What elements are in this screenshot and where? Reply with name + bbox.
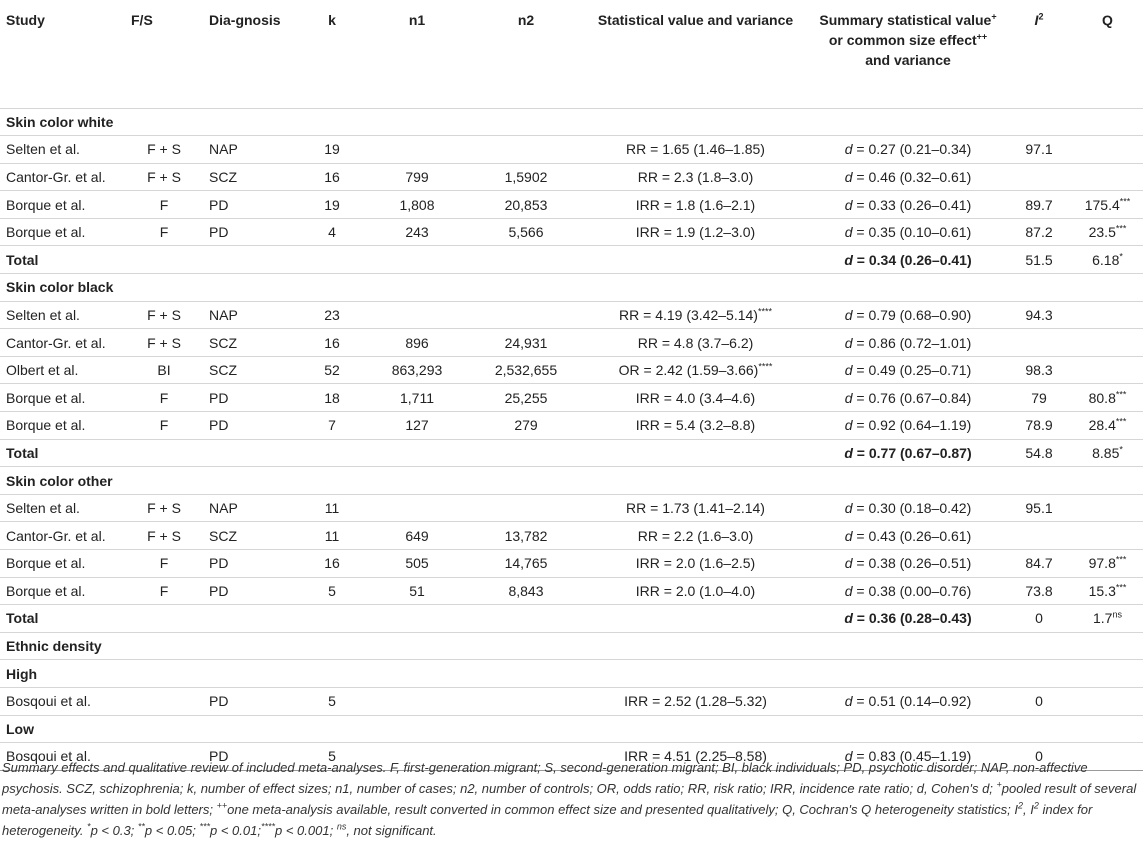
cell-stat bbox=[581, 577, 810, 605]
stat-value: RR = 4.19 (3.42–5.14) bbox=[619, 306, 758, 323]
cell-i2: 51.5 bbox=[1006, 246, 1072, 274]
cell-k: 23 bbox=[301, 301, 363, 329]
significance-mark: * bbox=[1119, 444, 1123, 455]
cell-i2: 87.2 bbox=[1006, 218, 1072, 246]
cell-study: Borque et al. bbox=[0, 384, 125, 412]
cell-stat bbox=[581, 329, 810, 357]
summary-value: = 0.92 (0.64–1.19) bbox=[852, 417, 972, 434]
cohens-d-symbol: d bbox=[844, 389, 853, 406]
total-row bbox=[0, 439, 1143, 467]
cell-i2: 54.8 bbox=[1006, 439, 1072, 467]
cell-n2 bbox=[471, 136, 581, 164]
stat-value: IRR = 4.0 (3.4–4.6) bbox=[635, 389, 756, 406]
table-footnote: Summary effects and qualitative review of included meta-analyses. F, first-generation migrant; S, second-generation migrant; BI, black individuals; PD, psychotic disorder; NAP, non-affective psychosis. SCZ, schizophrenia; k, number of effect sizes; n1, number of cases; n2, number of controls; OR, odds ratio; RR, risk ratio; IRR, incidence rate ratio; d, Cohen's d; +pooled result of several meta-analyses written in bold letters; ++one meta-analysis available, result converted in common effect size and presented qualitatively; Q, Cochran's Q heterogeneity statistics; $I^2$, $I^2$ index for heterogeneity. *p < 0.3; **p < 0.05; ***p < 0.01;****p < 0.001; $^{ns}$, not significant. bbox=[2, 760, 1137, 838]
cell-q bbox=[1072, 384, 1143, 412]
section-title: Skin color black bbox=[0, 274, 1143, 302]
cell-empty bbox=[471, 605, 581, 633]
cell-stat bbox=[581, 191, 810, 219]
cell-study: Borque et al. bbox=[0, 577, 125, 605]
cell-n2: 20,853 bbox=[471, 191, 581, 219]
cell-empty bbox=[363, 605, 471, 633]
cell-stat bbox=[581, 301, 810, 329]
stat-value: OR = 2.42 (1.59–3.66) bbox=[618, 362, 759, 379]
table-row bbox=[0, 412, 1143, 440]
cell-n1 bbox=[363, 687, 471, 715]
header-n1: n1 bbox=[363, 2, 471, 108]
stat-value: RR = 1.65 (1.46–1.85) bbox=[626, 141, 765, 158]
cell-summary bbox=[810, 191, 1006, 219]
cell-diagnosis: NAP bbox=[203, 494, 301, 522]
cell-q bbox=[1072, 412, 1143, 440]
significance-mark: * bbox=[1119, 251, 1123, 262]
table-row bbox=[0, 577, 1143, 605]
cell-q bbox=[1072, 356, 1143, 384]
cell-i2: 84.7 bbox=[1006, 550, 1072, 578]
header-summary: Summary statistical value+ or common size effect++ and variance bbox=[810, 2, 1006, 108]
table-row bbox=[0, 494, 1143, 522]
cell-study: Bosqoui et al. bbox=[0, 743, 125, 771]
summary-value: = 0.86 (0.72–1.01) bbox=[852, 334, 972, 351]
cell-empty bbox=[363, 439, 471, 467]
stat-value: IRR = 2.0 (1.6–2.5) bbox=[635, 555, 756, 572]
significance-mark: ns bbox=[1112, 609, 1122, 620]
cell-n1 bbox=[363, 494, 471, 522]
stat-value: RR = 2.3 (1.8–3.0) bbox=[637, 168, 754, 185]
summary-value: = 0.79 (0.68–0.90) bbox=[852, 306, 972, 323]
cell-k: 19 bbox=[301, 136, 363, 164]
summary-value: = 0.35 (0.10–0.61) bbox=[852, 224, 972, 241]
section-title: Low bbox=[0, 715, 1143, 743]
cell-empty bbox=[203, 246, 301, 274]
cell-k: 11 bbox=[301, 494, 363, 522]
cell-i2: 73.8 bbox=[1006, 577, 1072, 605]
cell-q bbox=[1072, 605, 1143, 633]
cell-empty bbox=[203, 439, 301, 467]
cell-q bbox=[1072, 522, 1143, 550]
cell-study: Cantor-Gr. et al. bbox=[0, 522, 125, 550]
cell-n2 bbox=[471, 494, 581, 522]
cell-diagnosis: PD bbox=[203, 191, 301, 219]
cell-i2 bbox=[1006, 163, 1072, 191]
cell-n1: 896 bbox=[363, 329, 471, 357]
cell-q bbox=[1072, 191, 1143, 219]
stat-value: IRR = 2.0 (1.0–4.0) bbox=[635, 582, 756, 599]
cell-n2: 8,843 bbox=[471, 577, 581, 605]
cell-summary bbox=[810, 301, 1006, 329]
cell-diagnosis: NAP bbox=[203, 301, 301, 329]
cell-empty bbox=[203, 605, 301, 633]
table-row bbox=[0, 384, 1143, 412]
cell-n2: 24,931 bbox=[471, 329, 581, 357]
table-row bbox=[0, 301, 1143, 329]
cell-diagnosis: PD bbox=[203, 687, 301, 715]
cell-diagnosis: PD bbox=[203, 384, 301, 412]
significance-mark: *** bbox=[1115, 223, 1127, 234]
cell-i2: 78.9 bbox=[1006, 412, 1072, 440]
cell-n2: 279 bbox=[471, 412, 581, 440]
cell-stat bbox=[581, 218, 810, 246]
cell-n1: 1,808 bbox=[363, 191, 471, 219]
cell-fs bbox=[125, 687, 203, 715]
cell-fs: F bbox=[125, 577, 203, 605]
cell-summary bbox=[810, 356, 1006, 384]
cell-empty bbox=[581, 605, 810, 633]
cell-n1: 1,711 bbox=[363, 384, 471, 412]
cell-empty bbox=[125, 605, 203, 633]
pooled-summary-value: = 0.77 (0.67–0.87) bbox=[852, 444, 972, 461]
cell-fs: F bbox=[125, 218, 203, 246]
header-n2: n2 bbox=[471, 2, 581, 108]
cohens-d-symbol: d bbox=[844, 500, 853, 517]
q-value: 175.4 bbox=[1084, 196, 1120, 213]
stat-value: IRR = 5.4 (3.2–8.8) bbox=[635, 417, 756, 434]
cell-summary bbox=[810, 687, 1006, 715]
cell-diagnosis: SCZ bbox=[203, 522, 301, 550]
cell-i2: 95.1 bbox=[1006, 494, 1072, 522]
cell-q bbox=[1072, 577, 1143, 605]
cell-fs: F + S bbox=[125, 136, 203, 164]
total-row bbox=[0, 605, 1143, 633]
cell-empty bbox=[471, 246, 581, 274]
cell-k: 5 bbox=[301, 577, 363, 605]
cell-fs: F bbox=[125, 550, 203, 578]
cell-summary bbox=[810, 384, 1006, 412]
cell-n2: 25,255 bbox=[471, 384, 581, 412]
section-header bbox=[0, 632, 1143, 660]
cell-q bbox=[1072, 136, 1143, 164]
summary-value: = 0.27 (0.21–0.34) bbox=[852, 141, 972, 158]
summary-value: = 0.46 (0.32–0.61) bbox=[852, 168, 972, 185]
cell-empty bbox=[125, 246, 203, 274]
cell-n1 bbox=[363, 301, 471, 329]
cell-stat bbox=[581, 384, 810, 412]
cell-summary bbox=[810, 329, 1006, 357]
cell-empty bbox=[301, 439, 363, 467]
cell-total-label: Total bbox=[0, 246, 125, 274]
significance-mark: **** bbox=[757, 306, 772, 317]
cell-stat bbox=[581, 687, 810, 715]
section-header bbox=[0, 108, 1143, 136]
header-study: Study bbox=[0, 2, 125, 108]
stat-value: RR = 4.8 (3.7–6.2) bbox=[637, 334, 754, 351]
q-value: 28.4 bbox=[1088, 417, 1116, 434]
cell-q bbox=[1072, 494, 1143, 522]
cell-study: Bosqoui et al. bbox=[0, 687, 125, 715]
cell-stat bbox=[581, 412, 810, 440]
cell-q bbox=[1072, 687, 1143, 715]
cell-n2 bbox=[471, 301, 581, 329]
section-title: Skin color white bbox=[0, 108, 1143, 136]
cell-k: 11 bbox=[301, 522, 363, 550]
summary-value: = 0.83 (0.45–1.19) bbox=[852, 748, 972, 765]
summary-value: = 0.38 (0.26–0.51) bbox=[852, 555, 972, 572]
cell-fs: F bbox=[125, 191, 203, 219]
cell-k: 52 bbox=[301, 356, 363, 384]
section-title: Skin color other bbox=[0, 467, 1143, 495]
table-row bbox=[0, 356, 1143, 384]
cell-empty bbox=[581, 246, 810, 274]
cohens-d-symbol: d bbox=[844, 306, 853, 323]
cohens-d-symbol: d bbox=[844, 168, 853, 185]
cell-k: 5 bbox=[301, 687, 363, 715]
cell-summary-total bbox=[810, 605, 1006, 633]
cohens-d-symbol: d bbox=[844, 748, 853, 765]
q-value: 6.18 bbox=[1092, 251, 1120, 268]
cell-fs: F + S bbox=[125, 522, 203, 550]
cell-empty bbox=[471, 439, 581, 467]
cell-q bbox=[1072, 550, 1143, 578]
q-value: 15.3 bbox=[1088, 582, 1116, 599]
cell-n1: 51 bbox=[363, 577, 471, 605]
cell-n1: 505 bbox=[363, 550, 471, 578]
q-value: 23.5 bbox=[1088, 224, 1116, 241]
summary-value: = 0.76 (0.67–0.84) bbox=[852, 389, 972, 406]
cell-study: Selten et al. bbox=[0, 301, 125, 329]
cell-study: Borque et al. bbox=[0, 191, 125, 219]
cell-i2: 0 bbox=[1006, 687, 1072, 715]
cell-n2: 5,566 bbox=[471, 218, 581, 246]
table-row bbox=[0, 191, 1143, 219]
cell-i2: 0 bbox=[1006, 743, 1072, 771]
cell-empty bbox=[301, 246, 363, 274]
significance-mark: **** bbox=[758, 361, 773, 372]
header-diagnosis: Dia-gnosis bbox=[203, 2, 301, 108]
cell-q bbox=[1072, 163, 1143, 191]
cell-i2: 94.3 bbox=[1006, 301, 1072, 329]
cell-k: 16 bbox=[301, 329, 363, 357]
q-value: 1.7 bbox=[1093, 610, 1113, 627]
cell-n2: 14,765 bbox=[471, 550, 581, 578]
cell-summary-total bbox=[810, 439, 1006, 467]
cell-q bbox=[1072, 329, 1143, 357]
cell-stat bbox=[581, 136, 810, 164]
cell-n1: 799 bbox=[363, 163, 471, 191]
cell-diagnosis: PD bbox=[203, 743, 301, 771]
cohens-d-symbol: d bbox=[844, 224, 853, 241]
cell-fs: F + S bbox=[125, 329, 203, 357]
cell-n2: 13,782 bbox=[471, 522, 581, 550]
cell-q bbox=[1072, 218, 1143, 246]
table-row bbox=[0, 163, 1143, 191]
table-row bbox=[0, 522, 1143, 550]
cell-diagnosis: PD bbox=[203, 577, 301, 605]
cohens-d-symbol: d bbox=[844, 555, 853, 572]
cell-total-label: Total bbox=[0, 439, 125, 467]
section-header bbox=[0, 467, 1143, 495]
summary-value: = 0.30 (0.18–0.42) bbox=[852, 500, 972, 517]
header-i2: $I^2$ bbox=[1006, 2, 1072, 108]
cell-n1 bbox=[363, 136, 471, 164]
cell-q bbox=[1072, 301, 1143, 329]
cell-n2 bbox=[471, 687, 581, 715]
cell-stat bbox=[581, 494, 810, 522]
cell-k: 16 bbox=[301, 163, 363, 191]
cell-summary bbox=[810, 522, 1006, 550]
pooled-summary-value: = 0.36 (0.28–0.43) bbox=[852, 610, 972, 627]
cell-i2: 79 bbox=[1006, 384, 1072, 412]
table-body bbox=[0, 108, 1143, 770]
cell-n2: 2,532,655 bbox=[471, 356, 581, 384]
cell-summary-total bbox=[810, 246, 1006, 274]
q-value: 8.85 bbox=[1092, 444, 1120, 461]
cohens-d-symbol: d bbox=[844, 141, 853, 158]
significance-mark: *** bbox=[1115, 416, 1127, 427]
table-row bbox=[0, 687, 1143, 715]
cell-k: 4 bbox=[301, 218, 363, 246]
header-stat: Statistical value and variance bbox=[581, 2, 810, 108]
cell-i2: 97.1 bbox=[1006, 136, 1072, 164]
stat-value: IRR = 2.52 (1.28–5.32) bbox=[624, 693, 767, 710]
cell-n1: 649 bbox=[363, 522, 471, 550]
cell-k: 18 bbox=[301, 384, 363, 412]
cell-summary bbox=[810, 163, 1006, 191]
cell-diagnosis: SCZ bbox=[203, 329, 301, 357]
cohens-d-symbol: d bbox=[844, 582, 853, 599]
cell-study: Selten et al. bbox=[0, 494, 125, 522]
section-title: High bbox=[0, 660, 1143, 688]
cell-fs: F bbox=[125, 384, 203, 412]
cell-summary bbox=[810, 412, 1006, 440]
cohens-d-symbol: d bbox=[844, 417, 853, 434]
table-row bbox=[0, 329, 1143, 357]
cell-study: Olbert et al. bbox=[0, 356, 125, 384]
cell-summary bbox=[810, 136, 1006, 164]
cell-i2: 98.3 bbox=[1006, 356, 1072, 384]
cell-empty bbox=[363, 246, 471, 274]
significance-mark: *** bbox=[1119, 195, 1131, 206]
summary-value: = 0.43 (0.26–0.61) bbox=[852, 527, 972, 544]
cell-stat bbox=[581, 550, 810, 578]
cohens-d-symbol: d bbox=[844, 693, 853, 710]
q-value: 80.8 bbox=[1088, 389, 1116, 406]
cell-diagnosis: SCZ bbox=[203, 356, 301, 384]
summary-value: = 0.38 (0.00–0.76) bbox=[852, 582, 972, 599]
cell-summary bbox=[810, 577, 1006, 605]
stat-value: IRR = 1.8 (1.6–2.1) bbox=[635, 196, 756, 213]
significance-mark: *** bbox=[1115, 554, 1127, 565]
meta-analysis-table bbox=[0, 2, 1143, 771]
cell-diagnosis: NAP bbox=[203, 136, 301, 164]
stat-value: IRR = 1.9 (1.2–3.0) bbox=[635, 224, 756, 241]
cell-fs: BI bbox=[125, 356, 203, 384]
cell-q bbox=[1072, 246, 1143, 274]
table-row bbox=[0, 136, 1143, 164]
cell-summary bbox=[810, 218, 1006, 246]
cell-total-label: Total bbox=[0, 605, 125, 633]
cell-q bbox=[1072, 439, 1143, 467]
cell-study: Cantor-Gr. et al. bbox=[0, 163, 125, 191]
cell-fs: F bbox=[125, 412, 203, 440]
cell-n2: 1,5902 bbox=[471, 163, 581, 191]
cell-study: Cantor-Gr. et al. bbox=[0, 329, 125, 357]
cell-stat bbox=[581, 163, 810, 191]
cell-fs: F + S bbox=[125, 301, 203, 329]
section-header bbox=[0, 274, 1143, 302]
header-k: k bbox=[301, 2, 363, 108]
cell-k: 16 bbox=[301, 550, 363, 578]
cell-study: Borque et al. bbox=[0, 412, 125, 440]
cell-empty bbox=[301, 605, 363, 633]
cell-i2 bbox=[1006, 522, 1072, 550]
header-fs: F/S bbox=[125, 2, 203, 108]
significance-mark: *** bbox=[1115, 389, 1127, 400]
cell-diagnosis: SCZ bbox=[203, 163, 301, 191]
total-row bbox=[0, 246, 1143, 274]
cell-i2 bbox=[1006, 329, 1072, 357]
cell-study: Borque et al. bbox=[0, 218, 125, 246]
cohens-d-symbol: d bbox=[844, 527, 853, 544]
cell-fs: F + S bbox=[125, 494, 203, 522]
cell-summary bbox=[810, 550, 1006, 578]
cell-diagnosis: PD bbox=[203, 550, 301, 578]
cell-stat bbox=[581, 356, 810, 384]
cell-k: 19 bbox=[301, 191, 363, 219]
header-row bbox=[0, 2, 1143, 108]
cohens-d-symbol: d bbox=[844, 196, 853, 213]
stat-value: RR = 2.2 (1.6–3.0) bbox=[637, 527, 754, 544]
table-row bbox=[0, 550, 1143, 578]
cohens-d-symbol: d bbox=[844, 251, 853, 268]
cell-n1: 243 bbox=[363, 218, 471, 246]
stat-value: RR = 1.73 (1.41–2.14) bbox=[626, 500, 765, 517]
cell-empty bbox=[125, 439, 203, 467]
summary-value: = 0.33 (0.26–0.41) bbox=[852, 196, 972, 213]
cohens-d-symbol: d bbox=[844, 362, 853, 379]
cell-i2: 89.7 bbox=[1006, 191, 1072, 219]
pooled-summary-value: = 0.34 (0.26–0.41) bbox=[852, 251, 972, 268]
subsection-header bbox=[0, 715, 1143, 743]
cell-summary bbox=[810, 494, 1006, 522]
header-q: Q bbox=[1072, 2, 1143, 108]
cell-k: 7 bbox=[301, 412, 363, 440]
cell-n1: 127 bbox=[363, 412, 471, 440]
cohens-d-symbol: d bbox=[844, 610, 853, 627]
cell-empty bbox=[581, 439, 810, 467]
stat-value: IRR = 4.51 (2.25–8.58) bbox=[624, 748, 767, 765]
q-value: 97.8 bbox=[1088, 555, 1116, 572]
cell-study: Borque et al. bbox=[0, 550, 125, 578]
section-title: Ethnic density bbox=[0, 632, 1143, 660]
cell-study: Selten et al. bbox=[0, 136, 125, 164]
cell-diagnosis: PD bbox=[203, 412, 301, 440]
significance-mark: *** bbox=[1115, 582, 1127, 593]
cell-fs: F + S bbox=[125, 163, 203, 191]
summary-value: = 0.49 (0.25–0.71) bbox=[852, 362, 972, 379]
cell-n1: 863,293 bbox=[363, 356, 471, 384]
subsection-header bbox=[0, 660, 1143, 688]
cell-i2: 0 bbox=[1006, 605, 1072, 633]
cell-stat bbox=[581, 522, 810, 550]
summary-value: = 0.51 (0.14–0.92) bbox=[852, 693, 972, 710]
table-row bbox=[0, 218, 1143, 246]
cohens-d-symbol: d bbox=[844, 444, 853, 461]
cohens-d-symbol: d bbox=[844, 334, 853, 351]
cell-diagnosis: PD bbox=[203, 218, 301, 246]
cell-k: 5 bbox=[301, 743, 363, 771]
